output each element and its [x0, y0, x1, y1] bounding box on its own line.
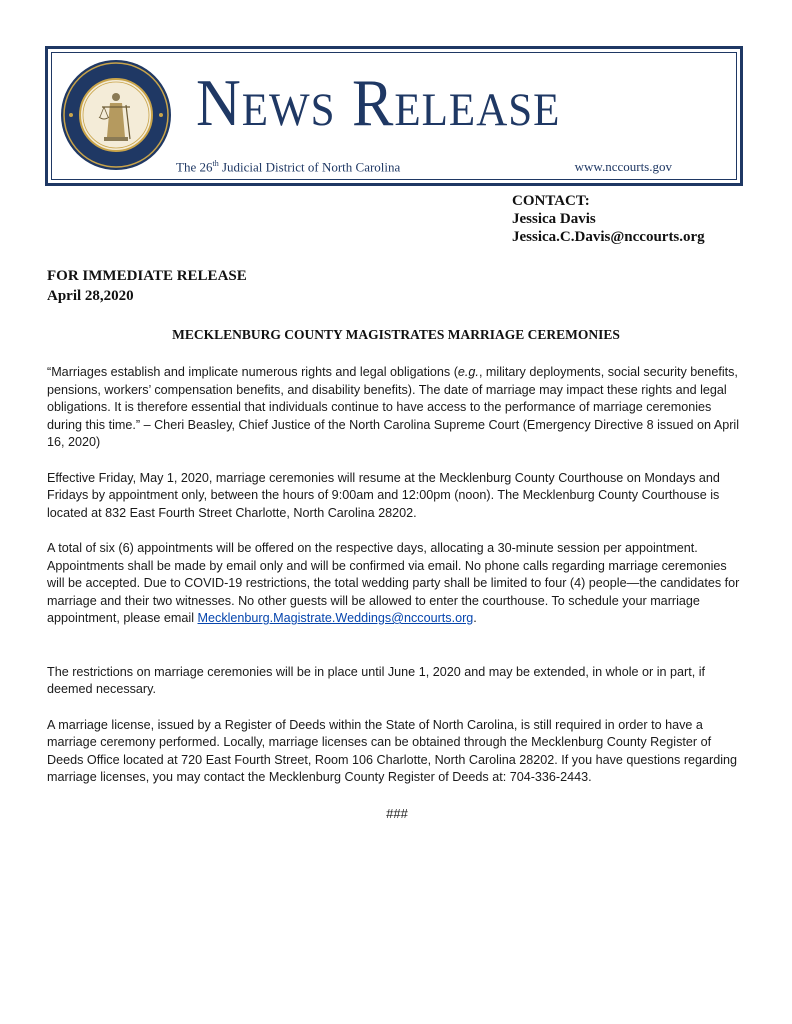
- quote-emphasis: e.g.: [457, 365, 479, 379]
- paragraph-license: A marriage license, issued by a Register of Deeds within the State of North Carolina, is still required in order to have a marriage ceremony performed. Locally, marriage licenses can be obtained through the Mecklenburg County Register of Deeds Office located at 720 East Fourth Street, Room 106 Charlotte, North Carolina 28202. If you have questions regarding marriage licenses, you may contact the Mecklenburg County Register of Deeds at: 704-336-2443.: [47, 717, 738, 784]
- page-title: MECKLENBURG COUNTY MAGISTRATES MARRIAGE CEREMONIES: [172, 327, 620, 342]
- contact-name: Jessica Davis: [512, 211, 596, 227]
- paragraph-appointments: [47, 540, 747, 628]
- appointments-text-a: A total of six (6) appointments will be offered on the respective days, allocating a 30-minute session per appointment. Appointments shall be made by email only and will be confirmed via email. No phone calls regarding marriage ceremonies will be accepted. Due to COVID-19 restrictions, the total wedding party shall be limited to four (4) people—the candidates for marriage and their two witnesses. No other guests will be allowed to enter the courthouse. To schedule your marriage appointment, please email: [47, 541, 740, 625]
- quote-text-b: , military deployments, social security benefits, pensions, workers’ compensation benefits, and disability benefits). The date of marriage may impact these rights and legal obligations. It is therefore essential that individuals continue to have access to the performance of marriage ceremonies during this time.” – Cheri Beasley, Chief Justice of the North Carolina Supreme Court (Emergency Directive 8 issued on April 16, 2020): [47, 365, 740, 449]
- district-prefix: The 26: [176, 159, 213, 175]
- contact-email: Jessica.C.Davis@nccourts.org: [512, 229, 705, 245]
- paragraph-restrictions: The restrictions on marriage ceremonies will be in place until June 1, 2020 and may be extended, in whole or in part, if deemed necessary.: [47, 664, 706, 696]
- district-suffix: Judicial District of North Carolina: [218, 159, 401, 175]
- website-label: www.nccourts.gov: [574, 159, 672, 174]
- release-label: FOR IMMEDIATE RELEASE: [47, 268, 247, 284]
- release-date: April 28,2020: [47, 288, 134, 304]
- headline: News Release: [196, 66, 561, 141]
- district-ordinal: th: [212, 159, 219, 168]
- contact-block: [512, 192, 705, 246]
- contact-label: CONTACT:: [512, 193, 590, 209]
- weddings-email-link[interactable]: Mecklenburg.Magistrate.Weddings@nccourts.org: [197, 611, 474, 625]
- release-body: [47, 364, 747, 822]
- news-release-banner: [45, 46, 743, 186]
- quote-text-a: “Marriages establish and implicate numerous rights and legal obligations (: [47, 365, 458, 379]
- paragraph-quote: [47, 364, 747, 452]
- appointments-text-b: .: [473, 611, 477, 625]
- district-line: [176, 159, 400, 175]
- court-seal-icon: [60, 59, 172, 171]
- release-block: [47, 266, 247, 306]
- paragraph-schedule: Effective Friday, May 1, 2020, marriage ceremonies will resume at the Mecklenburg County Courthouse on Mondays and Fridays by appointment only, between the hours of 9:00am and 12:00pm (noon). The Mecklenburg County Courthouse is located at 832 East Fourth Street Charlotte, North Carolina 28202.: [47, 470, 720, 520]
- end-mark: ###: [386, 805, 408, 821]
